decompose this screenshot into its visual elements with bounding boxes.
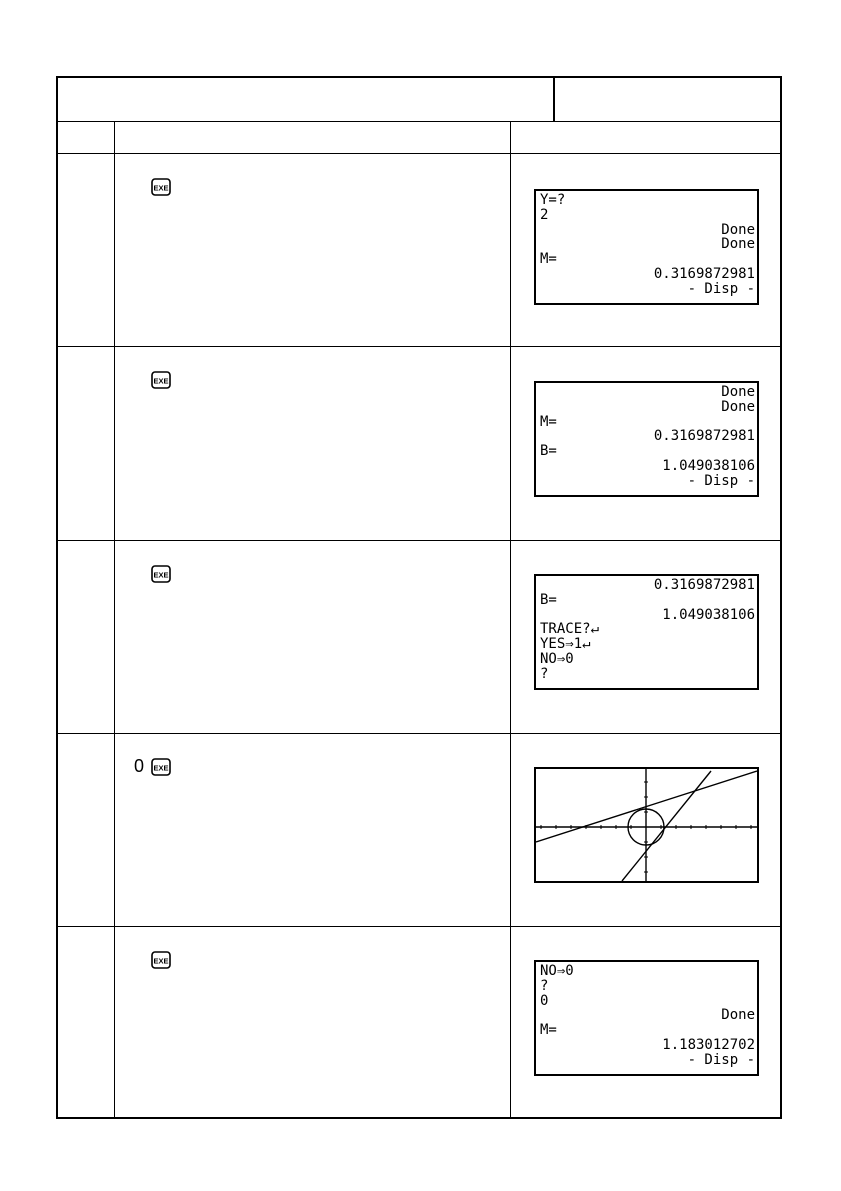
column-header-line — [56, 153, 782, 154]
screen-line: 0.3169872981 — [653, 428, 755, 445]
tangent-line-steep — [622, 771, 711, 881]
screen-line: 0.3169872981 — [653, 577, 755, 593]
screen-line: B= — [540, 443, 557, 460]
header-divider — [553, 76, 555, 122]
screen-line: - Disp - — [687, 1051, 755, 1068]
table-border-bottom — [56, 1117, 782, 1119]
screen-line: NO⇒0 — [540, 963, 574, 979]
calculator-screen — [534, 381, 759, 497]
row-separator — [56, 540, 782, 541]
screen-line: Done — [721, 221, 755, 238]
table-border-top — [56, 76, 782, 78]
screen-line: M= — [540, 413, 557, 430]
exe-key-icon — [151, 371, 171, 389]
column-line-step — [114, 121, 115, 1119]
screen-line: 2 — [540, 206, 549, 223]
table-border-right — [780, 76, 782, 1119]
screen-line: Done — [721, 1007, 755, 1024]
exe-key-icon — [151, 178, 171, 196]
screen-line: NO⇒0 — [540, 651, 574, 667]
screen-line: 0 — [540, 992, 549, 1009]
exe-key-label: EXE — [153, 183, 169, 193]
table-border-left — [56, 76, 58, 1119]
exe-key-icon — [151, 565, 171, 583]
exe-key-label: EXE — [153, 956, 169, 966]
screen-line: 1.049038106 — [662, 606, 755, 623]
column-line-keys — [510, 121, 511, 1119]
screen-line: YES⇒1↵ — [540, 636, 591, 653]
row-separator — [56, 733, 782, 734]
screen-line: TRACE?↵ — [540, 621, 600, 638]
exe-key-label: EXE — [153, 763, 169, 773]
screen-line: Done — [721, 384, 755, 400]
screen-line: M= — [540, 251, 557, 268]
screen-line: Y=? — [540, 192, 566, 208]
exe-key-icon — [151, 951, 171, 969]
screen-line: Done — [721, 236, 755, 253]
screen-line: 1.183012702 — [662, 1037, 755, 1053]
screen-line: Done — [721, 398, 755, 415]
screen-line: - Disp - — [687, 280, 755, 297]
screen-line: ? — [540, 665, 549, 682]
exe-key-label: EXE — [153, 376, 169, 386]
calculator-graph-screen — [534, 767, 759, 883]
exe-key-label: EXE — [153, 570, 169, 580]
row-separator — [56, 346, 782, 347]
screen-line: 1.049038106 — [662, 458, 755, 474]
screen-line: 0.3169872981 — [653, 266, 755, 282]
calculator-screen — [534, 189, 759, 305]
row-separator — [56, 926, 782, 927]
calculator-screen — [534, 960, 759, 1076]
graph-plot — [536, 769, 757, 881]
exe-key-icon — [151, 758, 171, 776]
screen-line: M= — [540, 1022, 557, 1039]
header-row-line — [56, 121, 782, 122]
screen-line: - Disp - — [687, 472, 755, 489]
screen-line: ? — [540, 977, 549, 994]
screen-line: B= — [540, 591, 557, 608]
calculator-screen — [534, 574, 759, 690]
key-digit: 0 — [134, 756, 145, 776]
